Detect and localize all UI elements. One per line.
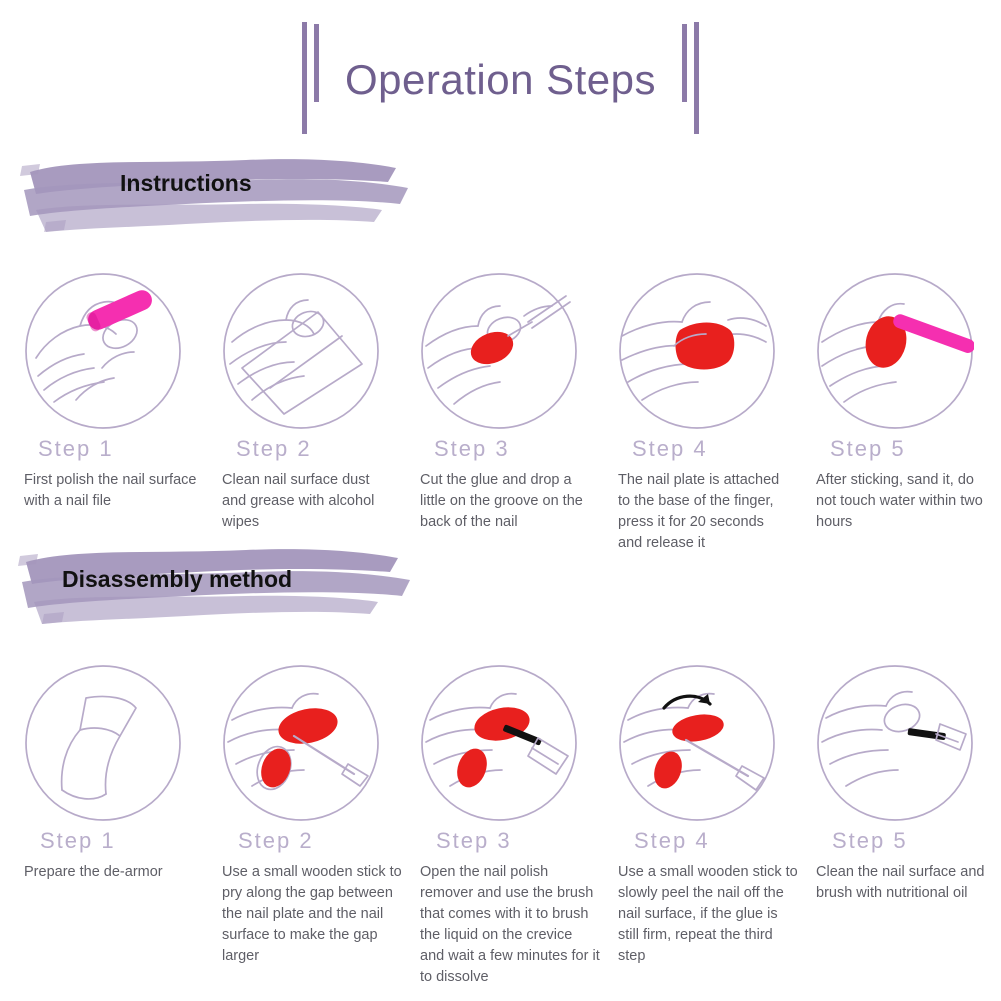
step-card <box>616 664 802 988</box>
step-description: Clean nail surface dust and grease with alcohol wipes <box>222 472 375 531</box>
step-description: After sticking, sand it, do not touch water within two hours <box>816 472 983 531</box>
title-left-bars <box>302 22 319 134</box>
step-illustration-pry-gap <box>222 664 380 822</box>
page-title: Operation Steps <box>344 56 656 103</box>
step-card <box>616 272 802 554</box>
step-label: Step 3 <box>436 828 512 853</box>
step-label: Step 1 <box>38 436 114 461</box>
steps-row-instructions <box>0 272 1001 554</box>
step-description: Open the nail polish remover and use the brush that comes with it to brush the liquid on the crevice and wait a few minutes for it to dissolve <box>420 864 600 986</box>
step-card <box>418 272 604 554</box>
step-description: Prepare the de-armor <box>24 864 163 880</box>
step-card <box>418 664 604 988</box>
step-description: Clean the nail surface and brush with nutritional oil <box>816 864 985 902</box>
step-illustration-press-nail <box>618 272 776 430</box>
step-label: Step 3 <box>434 436 510 461</box>
step-description: Use a small wooden stick to pry along the gap between the nail plate and the nail surface to make the gap larger <box>222 864 402 965</box>
step-label: Step 4 <box>632 436 708 461</box>
step-card <box>814 664 1000 988</box>
step-illustration-apply-glue <box>420 272 578 430</box>
step-card <box>814 272 1000 554</box>
step-illustration-prepare-dearmor <box>24 664 182 822</box>
banner-label-instructions: Instructions <box>120 170 252 196</box>
banner-label-disassembly: Disassembly method <box>62 566 293 592</box>
steps-row-disassembly <box>0 664 1001 988</box>
page-title-block <box>0 18 1001 138</box>
section-banner-instructions <box>16 148 416 236</box>
step-illustration-alcohol-wipe <box>222 272 380 430</box>
step-description: Use a small wooden stick to slowly peel the nail off the nail surface, if the glue is still firm, repeat the third step <box>618 864 798 965</box>
step-illustration-sand-nail <box>816 272 974 430</box>
step-illustration-polish-nail <box>24 272 182 430</box>
step-label: Step 4 <box>634 828 710 853</box>
step-label: Step 5 <box>832 828 908 853</box>
step-label: Step 2 <box>238 828 314 853</box>
step-card <box>220 272 406 554</box>
step-label: Step 2 <box>236 436 312 461</box>
step-description: The nail plate is attached to the base of the finger, press it for 20 seconds and release it <box>618 472 780 552</box>
step-card <box>220 664 406 988</box>
step-card <box>22 664 208 988</box>
step-illustration-nutritional-oil <box>816 664 974 822</box>
step-label: Step 5 <box>830 436 906 461</box>
nail-plate-icon <box>676 323 735 370</box>
step-label: Step 1 <box>40 828 116 853</box>
title-right-bars <box>682 22 699 134</box>
step-card <box>22 272 208 554</box>
step-description: Cut the glue and drop a little on the groove on the back of the nail <box>420 472 583 531</box>
step-illustration-peel-nail <box>618 664 776 822</box>
step-description: First polish the nail surface with a nail file <box>24 472 197 510</box>
section-banner-disassembly <box>16 540 416 628</box>
step-illustration-brush-remover <box>420 664 578 822</box>
